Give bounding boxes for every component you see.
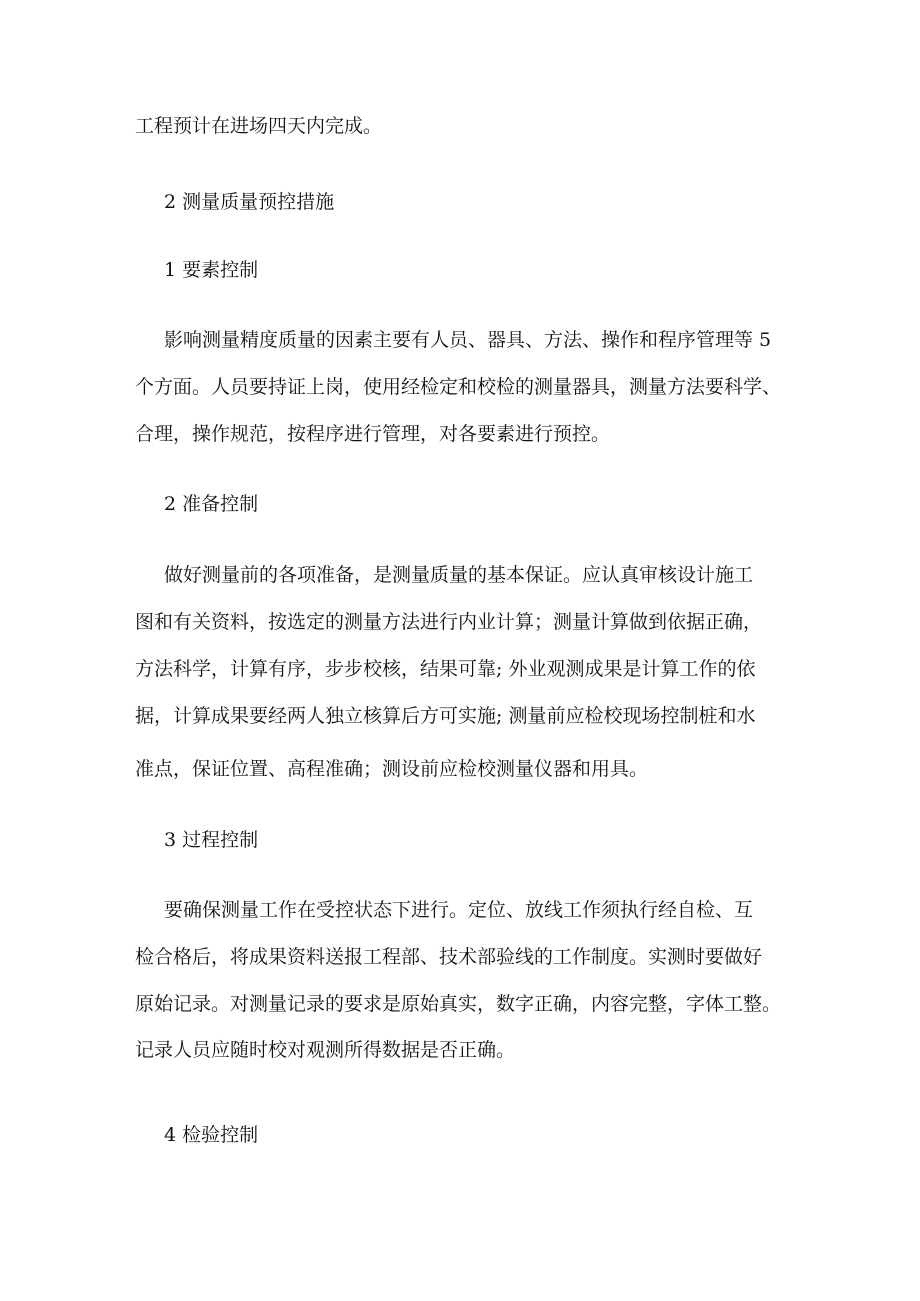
paragraph-line: 方法科学，计算有序，步步校核，结果可靠; 外业观测成果是计算工作的依	[135, 658, 756, 680]
paragraph-line: 影响测量精度质量的因素主要有人员、器具、方法、操作和程序管理等 5	[164, 329, 772, 351]
paragraph-line: 个方面。人员要持证上岗，使用经检定和校检的测量器具，测量方法要科学、	[135, 376, 782, 398]
paragraph-line: 图和有关资料，按选定的测量方法进行内业计算；测量计算做到依据正确，	[135, 611, 763, 633]
paragraph-line: 准点，保证位置、高程准确；测设前应检校测量仪器和用具。	[135, 758, 649, 780]
paragraph-line: 记录人员应随时校对观测所得数据是否正确。	[135, 1039, 516, 1061]
section-title: 2 测量质量预控措施	[164, 191, 335, 213]
subsection-heading: 1 要素控制	[164, 259, 259, 281]
paragraph-line: 要确保测量工作在受控状态下进行。定位、放线工作须执行经自检、互	[164, 899, 754, 921]
paragraph-line: 做好测量前的各项准备，是测量质量的基本保证。应认真审核设计施工	[164, 564, 754, 586]
intro-line: 工程预计在进场四天内完成。	[135, 115, 383, 137]
paragraph-line: 据，计算成果要经两人独立核算后方可实施; 测量前应检校现场控制桩和水	[135, 705, 756, 727]
paragraph-line: 原始记录。对测量记录的要求是原始真实，数字正确，内容完整，字体工整。	[135, 993, 782, 1015]
paragraph-line: 合理，操作规范，按程序进行管理，对各要素进行预控。	[135, 423, 611, 445]
paragraph-line: 检合格后，将成果资料送报工程部、技术部验线的工作制度。实测时要做好	[135, 946, 763, 968]
subsection-heading: 4 检验控制	[164, 1124, 259, 1146]
subsection-heading: 2 准备控制	[164, 493, 259, 515]
subsection-heading: 3 过程控制	[164, 829, 259, 851]
